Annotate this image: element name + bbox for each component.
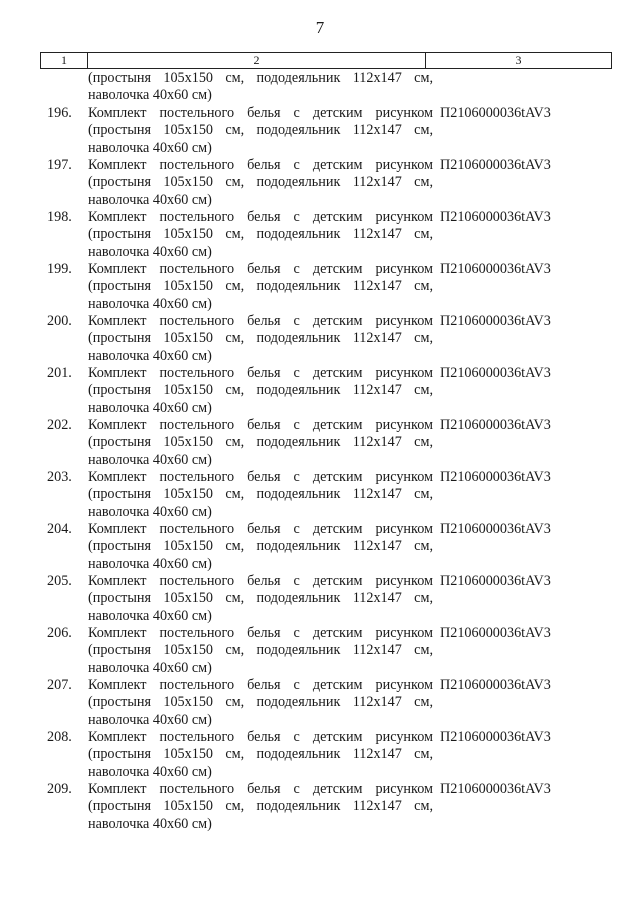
description-line: Комплект постельного белья с детским рисунком — [88, 677, 433, 693]
description-line: наволочка 40х60 см) — [88, 243, 212, 260]
continuation-row — [0, 70, 640, 105]
row-code: П2106000036tAV3 — [440, 781, 551, 797]
description-line: (простыня 105х150 см, пододеяльник 112х147 см, — [88, 434, 433, 451]
description-line: (простыня 105х150 см, пододеяльник 112х147 см, — [88, 174, 433, 191]
description-line: (простыня 105х150 см, пододеяльник 112х147 см, — [88, 694, 433, 711]
description-line: наволочка 40х60 см) — [88, 763, 212, 780]
description-line: Комплект постельного белья с детским рисунком — [88, 365, 433, 381]
row-description — [88, 157, 433, 209]
row-description — [88, 105, 433, 157]
row-code — [433, 70, 440, 105]
description-line: (простыня 105х150 см, пододеяльник 112х147 см, — [88, 538, 433, 555]
description-line: (простыня 105х150 см, пододеяльник 112х147 см, — [88, 382, 433, 399]
row-number: 200. — [47, 313, 72, 329]
table-row — [0, 781, 640, 833]
description-line: (простыня 105х150 см, пододеяльник 112х147 см, — [88, 486, 433, 503]
row-number: 197. — [47, 157, 72, 173]
description-line: наволочка 40х60 см) — [88, 295, 212, 312]
header-col-3: 3 — [426, 53, 612, 68]
row-code: П2106000036tAV3 — [440, 729, 551, 745]
row-number: 199. — [47, 261, 72, 277]
description-line: (простыня 105х150 см, пододеяльник 112х147 см, — [88, 590, 433, 607]
row-number: 209. — [47, 781, 72, 797]
description-line: (простыня 105х150 см, пододеяльник 112х147 см, — [88, 226, 433, 243]
row-number: 207. — [47, 677, 72, 693]
description-line: наволочка 40х60 см) — [88, 347, 212, 364]
description-line: Комплект постельного белья с детским рисунком — [88, 469, 433, 485]
description-line: наволочка 40х60 см) — [88, 87, 212, 104]
row-number: 196. — [47, 105, 72, 121]
row-number: 203. — [47, 469, 72, 485]
description-line: Комплект постельного белья с детским рисунком — [88, 417, 433, 433]
row-number: 202. — [47, 417, 72, 433]
row-description — [88, 573, 433, 625]
description-line: наволочка 40х60 см) — [88, 503, 212, 520]
description-line: наволочка 40х60 см) — [88, 815, 212, 832]
row-description — [88, 677, 433, 729]
table-row — [0, 729, 640, 781]
row-code: П2106000036tAV3 — [440, 313, 551, 329]
row-code: П2106000036tAV3 — [440, 469, 551, 485]
description-line: Комплект постельного белья с детским рисунком — [88, 781, 433, 797]
description-line: Комплект постельного белья с детским рисунком — [88, 105, 433, 121]
row-code: П2106000036tAV3 — [440, 157, 551, 173]
description-line: наволочка 40х60 см) — [88, 555, 212, 572]
header-col-1: 1 — [40, 53, 88, 68]
description-line: Комплект постельного белья с детским рисунком — [88, 521, 433, 537]
description-line: (простыня 105х150 см, пододеяльник 112х147 см, — [88, 70, 433, 86]
description-line: наволочка 40х60 см) — [88, 607, 212, 624]
row-number — [0, 70, 88, 105]
page-number: 7 — [315, 18, 325, 37]
row-number: 204. — [47, 521, 72, 537]
table-row — [0, 417, 640, 469]
description-line: наволочка 40х60 см) — [88, 399, 212, 416]
description-line: Комплект постельного белья с детским рисунком — [88, 313, 433, 329]
row-description — [88, 417, 433, 469]
description-line: Комплект постельного белья с детским рисунком — [88, 573, 433, 589]
row-code: П2106000036tAV3 — [440, 261, 551, 277]
description-line: наволочка 40х60 см) — [88, 659, 212, 676]
row-description — [88, 313, 433, 365]
table-row — [0, 105, 640, 157]
row-number: 208. — [47, 729, 72, 745]
description-line: наволочка 40х60 см) — [88, 711, 212, 728]
table-row — [0, 469, 640, 521]
row-description — [88, 625, 433, 677]
row-code: П2106000036tAV3 — [440, 625, 551, 641]
row-description — [88, 365, 433, 417]
row-description — [88, 261, 433, 313]
header-col-2: 2 — [88, 53, 426, 68]
table-row — [0, 365, 640, 417]
description-line: наволочка 40х60 см) — [88, 451, 212, 468]
description-line: (простыня 105х150 см, пододеяльник 112х147 см, — [88, 330, 433, 347]
table-row — [0, 157, 640, 209]
row-number: 205. — [47, 573, 72, 589]
row-description — [88, 521, 433, 573]
table-row — [0, 573, 640, 625]
description-line: Комплект постельного белья с детским рисунком — [88, 209, 433, 225]
row-description — [88, 729, 433, 781]
table-row — [0, 625, 640, 677]
row-code: П2106000036tAV3 — [440, 365, 551, 381]
row-code: П2106000036tAV3 — [440, 573, 551, 589]
description-line: (простыня 105х150 см, пододеяльник 112х147 см, — [88, 122, 433, 139]
row-code: П2106000036tAV3 — [440, 417, 551, 433]
table-body — [0, 70, 640, 833]
row-number: 198. — [47, 209, 72, 225]
description-line: (простыня 105х150 см, пододеяльник 112х147 см, — [88, 642, 433, 659]
row-code: П2106000036tAV3 — [440, 521, 551, 537]
row-code: П2106000036tAV3 — [440, 209, 551, 225]
row-description — [88, 469, 433, 521]
description-line: (простыня 105х150 см, пододеяльник 112х147 см, — [88, 798, 433, 815]
table-row — [0, 209, 640, 261]
description-line: (простыня 105х150 см, пододеяльник 112х147 см, — [88, 278, 433, 295]
row-number: 201. — [47, 365, 72, 381]
description-line: наволочка 40х60 см) — [88, 191, 212, 208]
table-header — [40, 52, 612, 69]
description-line: Комплект постельного белья с детским рисунком — [88, 261, 433, 277]
description-line: Комплект постельного белья с детским рисунком — [88, 729, 433, 745]
table-row — [0, 261, 640, 313]
table-row — [0, 677, 640, 729]
row-number: 206. — [47, 625, 72, 641]
description-line: наволочка 40х60 см) — [88, 139, 212, 156]
row-description — [88, 781, 433, 833]
description-line: Комплект постельного белья с детским рисунком — [88, 157, 433, 173]
row-description — [88, 209, 433, 261]
row-description — [88, 70, 433, 105]
table-row — [0, 313, 640, 365]
row-code: П2106000036tAV3 — [440, 677, 551, 693]
table-row — [0, 521, 640, 573]
description-line: (простыня 105х150 см, пододеяльник 112х147 см, — [88, 746, 433, 763]
description-line: Комплект постельного белья с детским рисунком — [88, 625, 433, 641]
row-code: П2106000036tAV3 — [440, 105, 551, 121]
